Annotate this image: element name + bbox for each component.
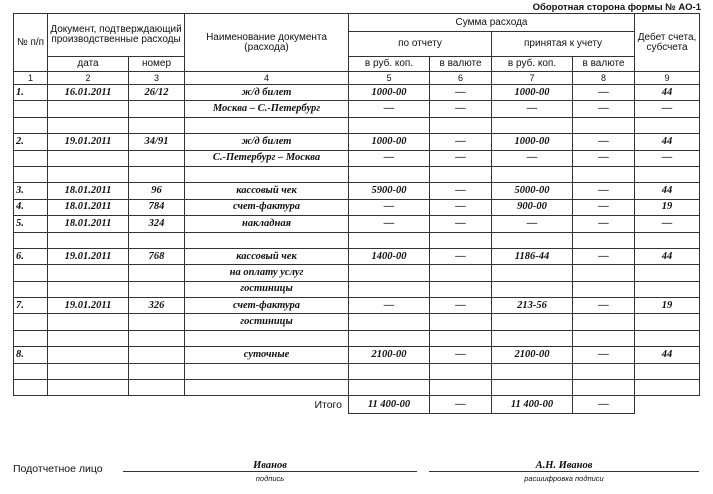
col-number: 8 [573,72,635,85]
table-row [14,150,700,166]
row-date: 19.01.2011 [48,248,129,264]
row-doc-name: на оплату услуг [185,265,349,281]
row-report-rub: 1000-00 [349,134,430,150]
header-accepted: принятая к учету [492,32,635,57]
row-report-currency: — [430,85,492,101]
row-doc-number: 96 [129,183,185,199]
row-num [14,380,48,396]
row-accepted-rub [492,117,573,133]
row-doc-number [129,150,185,166]
row-report-rub: — [349,199,430,215]
row-debit [635,265,700,281]
row-accepted-rub [492,330,573,346]
row-report-rub: — [349,150,430,166]
row-accepted-rub: 1000-00 [492,134,573,150]
table-row [14,85,700,101]
row-doc-number [129,101,185,117]
row-debit: 19 [635,298,700,314]
header-num: № п/п [14,14,48,72]
row-date: 19.01.2011 [48,298,129,314]
table-row [14,314,700,330]
row-num [14,265,48,281]
row-report-currency [430,117,492,133]
row-date [48,314,129,330]
row-report-currency [430,281,492,297]
row-doc-number [129,347,185,363]
row-doc-number: 34/91 [129,134,185,150]
row-date: 18.01.2011 [48,183,129,199]
row-num: 6. [14,248,48,264]
row-accepted-currency: — [573,134,635,150]
header-report-currency: в валюте [430,57,492,72]
row-report-rub [349,232,430,248]
row-report-currency: — [430,101,492,117]
row-accepted-rub: 2100-00 [492,347,573,363]
row-debit [635,117,700,133]
header-report-rub: в руб. коп. [349,57,430,72]
decode-value: А.Н. Иванов [535,460,593,471]
row-debit: 44 [635,85,700,101]
total-report-rub: 11 400-00 [349,396,430,414]
row-num [14,281,48,297]
header-accepted-rub: в руб. коп. [492,57,573,72]
table-row [14,363,700,379]
row-report-rub: 2100-00 [349,347,430,363]
col-number: 7 [492,72,573,85]
table-row [14,117,700,133]
row-doc-name [185,117,349,133]
row-num [14,150,48,166]
row-date [48,117,129,133]
row-doc-name: Москва – С.-Петербург [185,101,349,117]
col-number: 9 [635,72,700,85]
row-date: 18.01.2011 [48,199,129,215]
row-accepted-rub: 1000-00 [492,85,573,101]
col-number: 6 [430,72,492,85]
expense-table [13,13,700,414]
table-row [14,347,700,363]
row-debit [635,232,700,248]
row-doc-name: кассовый чек [185,183,349,199]
row-num [14,314,48,330]
row-report-currency: — [430,298,492,314]
row-accepted-rub [492,232,573,248]
row-report-currency [430,166,492,182]
row-accepted-currency: — [573,216,635,232]
row-accepted-currency: — [573,101,635,117]
col-number: 5 [349,72,430,85]
row-doc-name [185,232,349,248]
row-report-rub: 1400-00 [349,248,430,264]
row-date [48,265,129,281]
row-debit [635,380,700,396]
row-accepted-currency [573,117,635,133]
row-doc-number [129,166,185,182]
row-doc-number [129,281,185,297]
row-report-rub [349,380,430,396]
row-debit: — [635,216,700,232]
row-date: 16.01.2011 [48,85,129,101]
total-accepted-currency: — [573,396,635,414]
row-accepted-currency: — [573,85,635,101]
row-doc-name: ж/д билет [185,134,349,150]
row-doc-name [185,380,349,396]
row-doc-name: кассовый чек [185,248,349,264]
row-date [48,330,129,346]
row-num [14,166,48,182]
table-row [14,199,700,215]
table-row [14,380,700,396]
row-report-rub: — [349,101,430,117]
row-num: 3. [14,183,48,199]
expense-rows [14,85,700,396]
row-report-rub [349,117,430,133]
row-accepted-rub: 5000-00 [492,183,573,199]
row-debit: 44 [635,248,700,264]
header-by-report: по отчету [349,32,492,57]
total-empty [635,396,700,414]
row-doc-name: суточные [185,347,349,363]
row-accepted-rub: 213-56 [492,298,573,314]
row-debit: 19 [635,199,700,215]
header-debit: Дебет счета, субсчета [635,14,700,72]
row-doc-number: 326 [129,298,185,314]
row-report-rub: — [349,216,430,232]
row-doc-number [129,314,185,330]
row-report-rub [349,265,430,281]
row-accepted-currency: — [573,183,635,199]
row-num: 4. [14,199,48,215]
row-report-rub [349,363,430,379]
row-report-currency [430,265,492,281]
row-report-rub [349,281,430,297]
row-num [14,117,48,133]
col-number: 4 [185,72,349,85]
row-date [48,363,129,379]
row-report-currency: — [430,183,492,199]
signature-value: Иванов [253,460,287,471]
total-report-currency: — [430,396,492,414]
row-report-currency [430,232,492,248]
row-date: 19.01.2011 [48,134,129,150]
row-doc-number [129,117,185,133]
row-debit: 44 [635,134,700,150]
row-report-currency: — [430,248,492,264]
row-accepted-currency: — [573,199,635,215]
table-row [14,248,700,264]
table-row [14,281,700,297]
col-number: 3 [129,72,185,85]
row-accepted-currency [573,330,635,346]
row-doc-name: гостиницы [185,281,349,297]
row-debit: 44 [635,347,700,363]
row-doc-number [129,330,185,346]
row-doc-name: ж/д билет [185,85,349,101]
row-date [48,232,129,248]
row-debit: 44 [635,183,700,199]
row-report-rub: 5900-00 [349,183,430,199]
row-num: 1. [14,85,48,101]
row-report-currency: — [430,199,492,215]
row-doc-number [129,232,185,248]
header-number: номер [129,57,185,72]
row-doc-name: счет-фактура [185,199,349,215]
row-accepted-rub: — [492,150,573,166]
accountable-person-label: Подотчетное лицо [13,463,103,475]
row-debit [635,314,700,330]
header-doc-group: Документ, подтверждающий производственные расходы [48,14,185,57]
row-date [48,380,129,396]
row-date: 18.01.2011 [48,216,129,232]
row-report-currency [430,314,492,330]
row-num: 2. [14,134,48,150]
row-doc-name: счет-фактура [185,298,349,314]
row-debit [635,281,700,297]
row-debit [635,166,700,182]
row-doc-number: 768 [129,248,185,264]
row-report-rub [349,330,430,346]
row-debit: — [635,101,700,117]
table-row [14,183,700,199]
table-row [14,166,700,182]
row-doc-name [185,363,349,379]
signature-block [13,461,703,491]
row-doc-number: 26/12 [129,85,185,101]
table-row [14,298,700,314]
row-accepted-rub [492,166,573,182]
row-accepted-currency [573,166,635,182]
row-accepted-rub [492,314,573,330]
row-doc-name: гостиницы [185,314,349,330]
row-report-currency: — [430,216,492,232]
row-report-currency [430,380,492,396]
total-label: Итого [314,399,343,412]
row-accepted-currency [573,281,635,297]
row-report-currency [430,330,492,346]
row-accepted-rub [492,265,573,281]
row-report-rub [349,314,430,330]
row-accepted-rub: 900-00 [492,199,573,215]
row-date [48,101,129,117]
row-accepted-currency: — [573,248,635,264]
col-number: 1 [14,72,48,85]
column-numbers-row [14,72,700,85]
row-report-rub: 1000-00 [349,85,430,101]
signature-caption: подпись [255,474,285,483]
row-accepted-currency [573,380,635,396]
row-num: 8. [14,347,48,363]
table-row [14,134,700,150]
header-date: дата [48,57,129,72]
row-accepted-currency [573,265,635,281]
row-debit: — [635,150,700,166]
row-report-currency: — [430,134,492,150]
row-accepted-rub: — [492,101,573,117]
header-name: Наименование документа (расхода) [185,14,349,72]
form-caption: Оборотная сторона формы № АО-1 [532,2,701,13]
row-accepted-currency: — [573,150,635,166]
decode-caption: расшифровка подписи [524,474,604,483]
row-doc-name: накладная [185,216,349,232]
row-accepted-rub [492,281,573,297]
row-date [48,281,129,297]
row-debit [635,330,700,346]
row-num [14,232,48,248]
row-accepted-currency [573,363,635,379]
total-row [14,396,700,414]
decode-line [429,471,699,472]
row-accepted-currency: — [573,298,635,314]
row-num [14,363,48,379]
row-accepted-rub [492,363,573,379]
table-row [14,330,700,346]
row-accepted-currency [573,232,635,248]
row-report-rub: — [349,298,430,314]
row-accepted-rub: — [492,216,573,232]
row-accepted-rub [492,380,573,396]
row-doc-number [129,380,185,396]
row-doc-name: С.-Петербург – Москва [185,150,349,166]
row-doc-name [185,330,349,346]
row-accepted-currency [573,314,635,330]
row-doc-number: 324 [129,216,185,232]
row-num [14,101,48,117]
header-sum-group: Сумма расхода [349,14,635,32]
row-report-currency: — [430,150,492,166]
row-doc-number: 784 [129,199,185,215]
row-debit [635,363,700,379]
signature-line [123,471,417,472]
table-row [14,216,700,232]
row-doc-number [129,265,185,281]
row-date [48,150,129,166]
header-accepted-currency: в валюте [573,57,635,72]
total-accepted-rub: 11 400-00 [492,396,573,414]
row-report-currency [430,363,492,379]
row-report-currency: — [430,347,492,363]
row-doc-number [129,363,185,379]
row-doc-name [185,166,349,182]
row-date [48,166,129,182]
row-accepted-currency: — [573,347,635,363]
row-num: 7. [14,298,48,314]
col-number: 2 [48,72,129,85]
table-row [14,101,700,117]
table-row [14,265,700,281]
row-accepted-rub: 1186-44 [492,248,573,264]
table-row [14,232,700,248]
row-date [48,347,129,363]
row-report-rub [349,166,430,182]
row-num: 5. [14,216,48,232]
row-num [14,330,48,346]
